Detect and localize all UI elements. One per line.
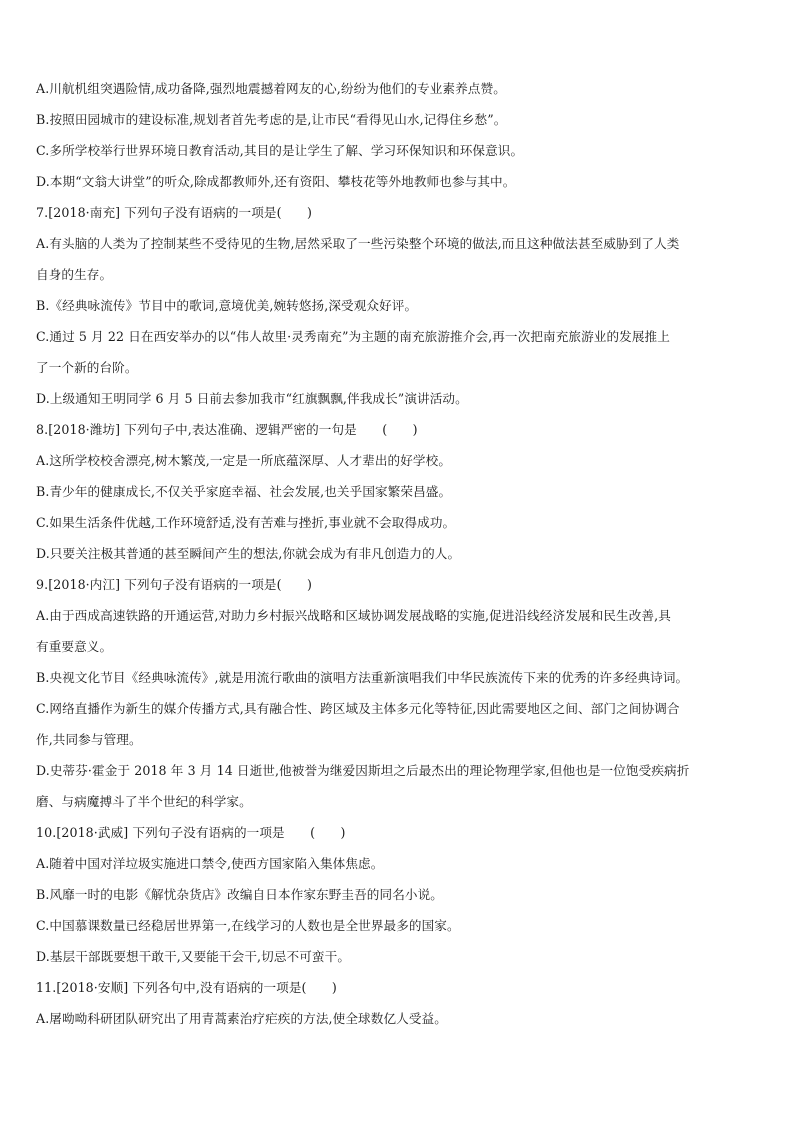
question-list (36, 81, 760, 1042)
option-continuation: 有重要意义。 (36, 639, 113, 654)
answer-option: D.本期“文翁大讲堂”的听众,除成都教师外,还有资阳、攀枝花等外地教师也参与其中。 (36, 174, 516, 189)
option-continuation: 作,共同参与管理。 (36, 732, 142, 747)
answer-option: C.中国慕课数量已经稳居世界第一,在线学习的人数也是全世界最多的国家。 (36, 918, 460, 933)
question-stem: 9.[2018·内江] 下列句子没有语病的一项是( ) (36, 577, 313, 592)
question-stem: 11.[2018·安顺] 下列各句中,没有语病的一项是( ) (36, 980, 337, 995)
answer-option: D.上级通知王明同学 6 月 5 日前去参加我市“红旗飘飘,伴我成长”演讲活动。 (36, 391, 468, 406)
answer-option: C.通过 5 月 22 日在西安举办的以“伟人故里·灵秀南充”为主题的南充旅游推介会,再一次把南充旅游业的发展推上 (36, 329, 670, 344)
answer-option: A.屠呦呦科研团队研究出了用青蒿素治疗疟疾的方法,使全球数亿人受益。 (36, 1011, 447, 1026)
answer-option: D.只要关注极其普通的甚至瞬间产生的想法,你就会成为有非凡创造力的人。 (36, 546, 461, 561)
answer-option: C.多所学校举行世界环境日教育活动,其目的是让学生了解、学习环保知识和环保意识。 (36, 143, 524, 158)
answer-option: A.由于西成高速铁路的开通运营,对助力乡村振兴战略和区域协调发展战略的实施,促进沿线经济发展和民生改善,具 (36, 608, 671, 623)
answer-option: A.随着中国对洋垃圾实施进口禁令,使西方国家陷入集体焦虑。 (36, 856, 384, 871)
answer-option: B.《经典咏流传》节目中的歌词,意境优美,婉转悠扬,深受观众好评。 (36, 298, 418, 313)
option-continuation: 自身的生存。 (36, 267, 113, 282)
question-stem: 10.[2018·武威] 下列句子没有语病的一项是 ( ) (36, 825, 346, 840)
answer-option: B.按照田园城市的建设标准,规划者首先考虑的是,让市民“看得见山水,记得住乡愁”。 (36, 112, 507, 127)
answer-option: D.基层干部既要想干敢干,又要能干会干,切忌不可蛮干。 (36, 949, 351, 964)
answer-option: A.有头脑的人类为了控制某些不受待见的生物,居然采取了一些污染整个环境的做法,而且这种做法甚至威胁到了人类 (36, 236, 680, 251)
option-continuation: 了一个新的台阶。 (36, 360, 138, 375)
option-continuation: 磨、与病魔搏斗了半个世纪的科学家。 (36, 794, 252, 809)
answer-option: A.川航机组突遇险情,成功备降,强烈地震撼着网友的心,纷纷为他们的专业素养点赞。 (36, 81, 506, 96)
answer-option: C.如果生活条件优越,工作环境舒适,没有苦难与挫折,事业就不会取得成功。 (36, 515, 456, 530)
answer-option: A.这所学校校舍漂亮,树木繁茂,一定是一所底蕴深厚、人才辈出的好学校。 (36, 453, 452, 468)
answer-option: D.史蒂芬·霍金于 2018 年 3 月 14 日逝世,他被誉为继爱因斯坦之后最杰出的理论物理学家,但他也是一位饱受疾病折 (36, 763, 690, 778)
answer-option: C.网络直播作为新生的媒介传播方式,具有融合性、跨区域及主体多元化等特征,因此需要地区之间、部门之间协调合 (36, 701, 680, 716)
answer-option: B.风靡一时的电影《解忧杂货店》改编自日本作家东野圭吾的同名小说。 (36, 887, 443, 902)
answer-option: B.央视文化节目《经典咏流传》,就是用流行歌曲的演唱方法重新演唱我们中华民族流传下来的优秀的许多经典诗词。 (36, 670, 689, 685)
answer-option: B.青少年的健康成长,不仅关乎家庭幸福、社会发展,也关乎国家繁荣昌盛。 (36, 484, 452, 499)
question-stem: 7.[2018·南充] 下列句子没有语病的一项是( ) (36, 205, 313, 220)
question-stem: 8.[2018·潍坊] 下列句子中,表达准确、逻辑严密的一句是 ( ) (36, 422, 418, 437)
